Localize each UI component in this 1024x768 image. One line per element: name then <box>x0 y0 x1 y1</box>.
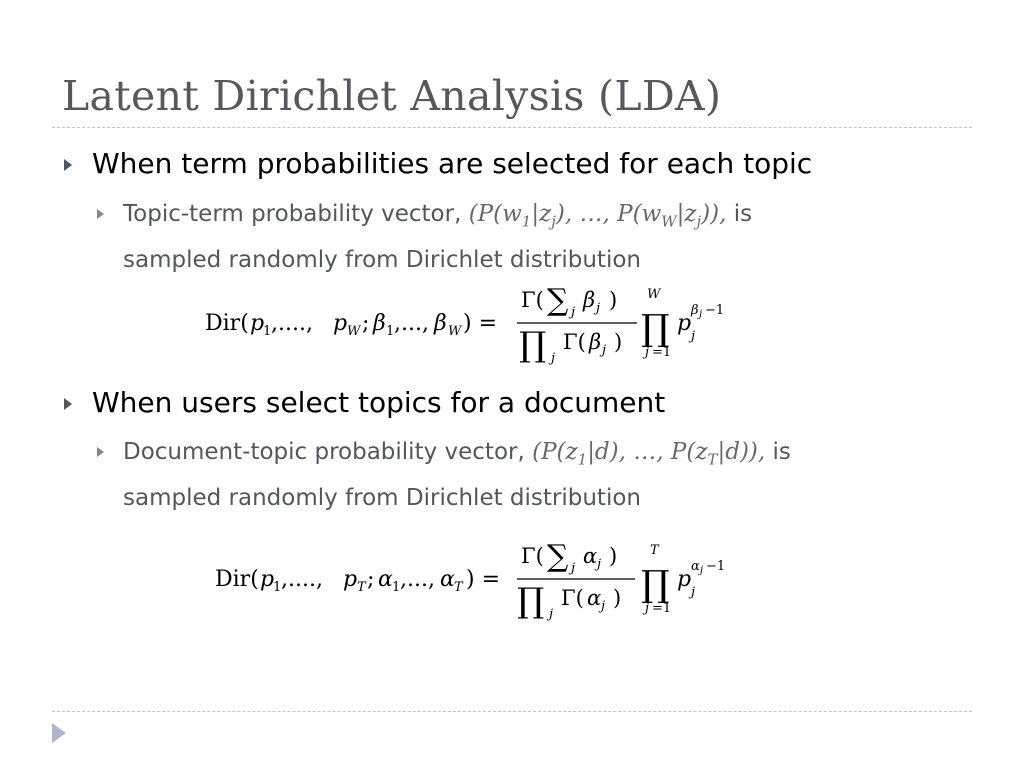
title-divider <box>52 127 972 128</box>
svg-text:Γ(: Γ( <box>521 288 544 312</box>
svg-text:Γ(: Γ( <box>563 330 586 354</box>
svg-text:β: β <box>373 311 386 336</box>
svg-text:β: β <box>583 288 596 312</box>
svg-text:=1: =1 <box>652 601 672 616</box>
svg-text:j: j <box>549 607 554 622</box>
svg-text:1: 1 <box>273 580 282 595</box>
svg-text:T: T <box>650 543 659 558</box>
svg-text:j: j <box>551 351 556 366</box>
sub-bullet-line2: sampled randomly from Dirichlet distribution <box>123 484 641 511</box>
svg-text:j: j <box>597 557 602 572</box>
svg-text:p: p <box>343 567 358 592</box>
svg-text:;: ; <box>362 311 370 336</box>
svg-text:α: α <box>583 544 598 568</box>
sub-bullet-document-topic <box>123 433 923 517</box>
svg-text:): ) <box>613 586 622 610</box>
svg-text:j: j <box>645 345 650 360</box>
svg-text:j: j <box>699 309 703 320</box>
svg-text:) =: ) = <box>466 567 501 592</box>
sub-bullet-line2: sampled randomly from Dirichlet distribution <box>123 246 641 273</box>
svg-text:,...,: ,..., <box>400 567 435 592</box>
svg-text:β: β <box>589 330 602 354</box>
svg-text:p: p <box>677 311 692 336</box>
svg-text:Dir(: Dir( <box>205 311 249 336</box>
svg-text:T: T <box>357 580 366 595</box>
svg-text:) =: ) = <box>463 311 498 336</box>
svg-text:1: 1 <box>263 324 272 339</box>
svg-text:∏: ∏ <box>641 308 670 349</box>
document-topic-vector: ($P(z_1|d)$, …, $P(z_T|d)$), <box>532 439 766 469</box>
svg-text:p: p <box>333 311 348 336</box>
svg-text:j: j <box>691 329 696 344</box>
svg-text:j: j <box>601 599 606 614</box>
svg-text:W: W <box>347 324 361 339</box>
svg-text:p: p <box>250 311 265 336</box>
topic-term-vector: ($P(w_1|z_j)$, …, $P(w_W|z_j)$), <box>468 201 727 231</box>
svg-text:Γ(: Γ( <box>561 586 584 610</box>
sub-bullet-topic-term <box>123 195 923 279</box>
sub-bullet-arrow-icon <box>97 447 104 457</box>
svg-text:j: j <box>596 301 601 316</box>
svg-text:j: j <box>645 601 650 616</box>
footer-divider <box>52 711 972 712</box>
svg-text:W: W <box>448 324 462 339</box>
svg-text:): ) <box>609 288 618 312</box>
svg-text:j: j <box>571 305 576 320</box>
svg-text:∏: ∏ <box>517 581 545 621</box>
svg-text:T: T <box>454 580 463 595</box>
svg-text:∏: ∏ <box>519 325 547 365</box>
svg-text:Dir(: Dir( <box>215 567 259 592</box>
svg-text:1: 1 <box>392 580 401 595</box>
svg-text:j: j <box>571 561 576 576</box>
sub-bullet-suffix: is <box>772 439 791 465</box>
bullet-arrow-icon <box>64 159 72 171</box>
svg-text:): ) <box>614 330 623 354</box>
svg-text:−1: −1 <box>705 303 725 318</box>
bullet-arrow-icon <box>64 398 72 410</box>
sub-bullet-prefix: Document-topic probability vector, <box>123 439 525 465</box>
svg-text:Γ(: Γ( <box>521 544 544 568</box>
svg-text:=1: =1 <box>652 345 672 360</box>
svg-text:α: α <box>378 567 393 592</box>
svg-text:β: β <box>691 303 699 318</box>
svg-text:p: p <box>677 567 692 592</box>
next-slide-arrow-icon[interactable] <box>52 723 66 743</box>
svg-text:): ) <box>609 544 618 568</box>
svg-text:∑: ∑ <box>547 540 569 574</box>
svg-text:;: ; <box>367 567 375 592</box>
svg-text:−1: −1 <box>706 559 726 574</box>
svg-text:j: j <box>602 343 607 358</box>
dirichlet-equation-alpha <box>215 540 745 630</box>
svg-text:∏: ∏ <box>641 564 670 605</box>
bullet-users-select-topics: When users select topics for a document <box>92 386 666 419</box>
svg-text:W: W <box>647 287 661 302</box>
sub-bullet-prefix: Topic-term probability vector, <box>123 201 462 227</box>
dirichlet-equation-beta <box>205 282 745 372</box>
sub-bullet-suffix: is <box>733 201 753 227</box>
sub-bullet-arrow-icon <box>97 209 104 219</box>
svg-text:α: α <box>440 567 455 592</box>
slide-title: Latent Dirichlet Analysis (LDA) <box>62 72 722 120</box>
bullet-term-probabilities: When term probabilities are selected for each topic <box>92 147 813 180</box>
svg-text:j: j <box>691 585 696 600</box>
svg-text:α: α <box>587 586 602 610</box>
svg-text:,....,: ,...., <box>271 311 313 336</box>
svg-text:,...,: ,..., <box>394 311 429 336</box>
svg-text:β: β <box>434 311 447 336</box>
svg-text:j: j <box>700 565 704 576</box>
svg-text:p: p <box>260 567 275 592</box>
svg-text:α: α <box>691 559 700 574</box>
svg-text:∑: ∑ <box>547 283 569 318</box>
svg-text:1: 1 <box>386 324 395 339</box>
svg-text:,....,: ,...., <box>281 567 323 592</box>
